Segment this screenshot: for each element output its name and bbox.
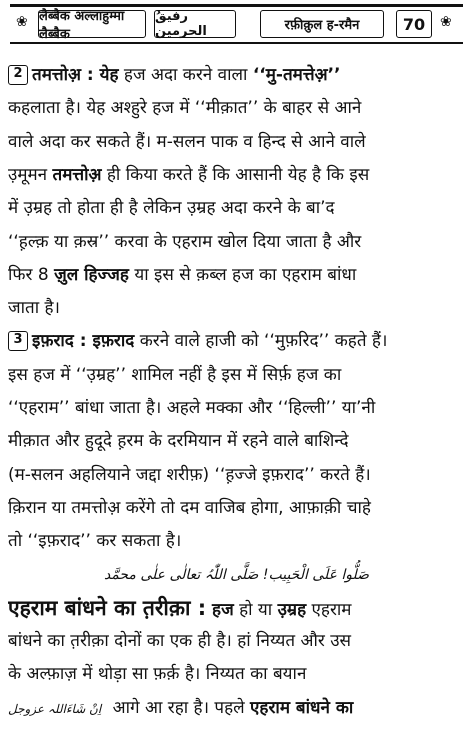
durood-line: صَلُّوا عَلَی الْحَبِیب! صَلَّی اللّٰہُ تعالٰی علٰی محمَّد <box>103 566 370 583</box>
text-line <box>8 293 465 323</box>
body-text: हो या <box>233 599 278 620</box>
body-text: या इस से क़ब्ल हज का एहराम बांधा <box>128 264 357 285</box>
text-line <box>8 260 465 290</box>
text-line <box>8 460 465 490</box>
text-line <box>8 160 465 190</box>
body-text: फिर 8 <box>8 264 55 285</box>
text-line <box>8 626 465 656</box>
body-text: ‘‘एहराम’’ बांधा जाता है। अहले मक्का और ‘‘हिल्ली’’ या’नी <box>8 398 376 418</box>
body-text: बांधने का त़रीक़ा दोनों का एक ही है। हां निय्यत और उस <box>8 631 352 652</box>
text-line <box>8 560 465 590</box>
text-line <box>8 60 465 90</box>
arabic-phrase: اِنْ شَاءَاللہ عزوجل <box>8 701 102 716</box>
body-text: वाले अदा कर सकते हैं। म-सलन पाक व हिन्द से आने वाले <box>8 131 366 152</box>
text-line <box>8 693 465 723</box>
bold-term: उ़म्रह <box>277 599 307 620</box>
text-line <box>8 227 465 257</box>
text-line <box>8 393 465 423</box>
book-title: रफ़ीक़ुल ह-रमैन <box>260 10 384 38</box>
body-text: हज अदा करने वाला <box>118 65 253 85</box>
body-text: क़िरान या तमत्तोअ़ करेंगे तो दम वाजिब होगा, आफ़ाक़ी चाहे <box>8 497 371 518</box>
body-text: ही किया करते हैं कि आसानी येह है कि इस <box>101 164 370 185</box>
bold-term: इफ़राद : इफ़राद <box>32 331 135 352</box>
section-number-badge: 3 <box>8 331 28 351</box>
ornament-right-icon: ❀ <box>440 14 452 30</box>
bold-term: एहराम बांधने का <box>250 697 354 718</box>
body-text: तो ‘‘इफ़राद’’ कर सकता है। <box>8 531 182 552</box>
text-line <box>8 593 465 623</box>
bold-term: ‘‘मु-तमत्तेअ़’’ <box>252 65 341 85</box>
body-text: ‘‘ह़ल्क़ या क़स्र’’ करवा के एहराम खोल दिया जाता है और <box>8 231 362 252</box>
header-bottom-rule <box>10 42 463 44</box>
bold-term: तमत्तोअ़ : येह <box>32 65 119 85</box>
bold-term: हज <box>206 599 234 620</box>
text-line <box>8 127 465 157</box>
page-number: 70 <box>396 10 432 38</box>
text-line <box>8 93 465 123</box>
body-text: मीक़ात और हुदूदे ह़रम के दरमियान में रहने वाले बाशिन्दे <box>8 431 349 452</box>
body-text: (म-सलन अहलियाने जद्दा शरीफ़) ‘‘ह़ज्जे इफ़राद’’ करते हैं। <box>8 464 371 485</box>
bold-term: ज़ुल हिज्जह <box>54 264 129 285</box>
running-title: लैब्बैक अल्लाहुम्मा लैब्बैक <box>38 10 146 38</box>
text-line <box>8 493 465 523</box>
page-header <box>4 2 469 48</box>
text-line <box>8 326 465 356</box>
text-line <box>8 426 465 456</box>
body-text: इस हज में ‘‘उ़म्रह’’ शामिल नहीं है इस में सिर्फ़ हज का <box>8 364 342 385</box>
body-text: के अल्फ़ाज़ में थोड़ा सा फ़र्क़ है। निय्यत का बयान <box>8 664 307 685</box>
body-text: जाता है। <box>8 298 60 319</box>
section-number-badge: 2 <box>8 65 28 85</box>
body-text: करने वाले हाजी को ‘‘मुफ़रिद’’ कहते हैं। <box>134 331 388 352</box>
running-subtitle: رفیقُ الحرمین <box>154 10 236 38</box>
ornament-left-icon: ❀ <box>16 14 28 30</box>
text-line <box>8 193 465 223</box>
body-text: में उ़म्रह तो होता ही है लेकिन उ़म्रह अदा करने के बा’द <box>8 198 335 219</box>
bold-term: तमत्तोअ़ <box>52 164 102 185</box>
body-text: आगे आ रहा है। पहले <box>107 697 251 718</box>
body-text: एहराम <box>306 599 352 620</box>
text-line <box>8 659 465 689</box>
section-heading: एहराम बांधने का त़रीक़ा : <box>8 595 207 620</box>
text-line <box>8 526 465 556</box>
text-line <box>8 360 465 390</box>
body-text: कहलाता है। येह अश्हुरे हज में ‘‘मीक़ात’’ के बाहर से आने <box>8 98 362 119</box>
body-text: उ़मूमन <box>8 164 53 185</box>
